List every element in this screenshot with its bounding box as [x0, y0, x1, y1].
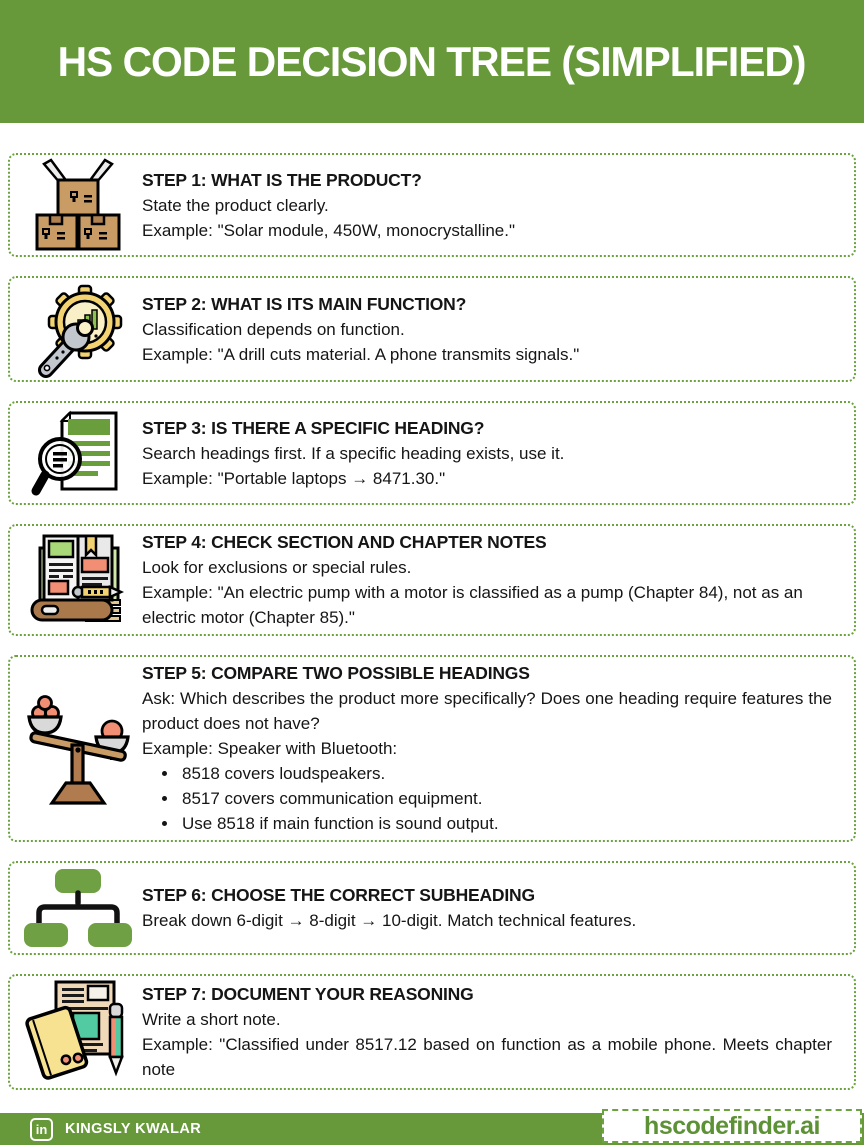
books-icon	[14, 530, 142, 630]
bullet-item: • 8518 covers loudspeakers.	[179, 761, 832, 786]
step-title: STEP 5: COMPARE TWO POSSIBLE HEADINGS	[142, 663, 530, 683]
step-card-4	[8, 524, 856, 636]
step-description: Search headings first. If a specific heading exists, use it.	[142, 443, 565, 463]
step-example: Example: "Solar module, 450W, monocrystalline."	[142, 220, 516, 240]
balance-scale-icon	[14, 674, 142, 824]
flowchart-icon	[14, 867, 142, 949]
header-banner	[0, 0, 864, 123]
step-title: STEP 6: CHOOSE THE CORRECT SUBHEADING	[142, 885, 535, 905]
step-description: Classification depends on function.	[142, 319, 405, 339]
bullet-item: • Use 8518 if main function is sound output.	[179, 811, 832, 836]
step-title: STEP 7: DOCUMENT YOUR REASONING	[142, 984, 474, 1004]
step-example: Example: "An electric pump with a motor is classified as a pump (Chapter 84), not as an electric motor (Chapter 85)."	[142, 583, 803, 627]
step-example: Example: "Portable laptops → 8471.30."	[142, 468, 446, 488]
step-title: STEP 4: CHECK SECTION AND CHAPTER NOTES	[142, 532, 547, 552]
bullet-item: • 8517 covers communication equipment.	[179, 786, 832, 811]
notepad-pencil-icon	[14, 980, 142, 1084]
step-title: STEP 3: IS THERE A SPECIFIC HEADING?	[142, 417, 485, 438]
step-card-6	[8, 861, 856, 955]
step-description: Write a short note.	[142, 1010, 281, 1029]
author-name: KINGSLY KWALAR	[65, 1121, 202, 1137]
step-description: Look for exclusions or special rules.	[142, 558, 412, 577]
step-card-5	[8, 655, 856, 842]
step-card-3	[8, 401, 856, 505]
step-example: Example: "A drill cuts material. A phone transmits signals."	[142, 344, 580, 364]
step-example: Example: Speaker with Bluetooth:	[142, 739, 398, 758]
step-title: STEP 2: WHAT IS ITS MAIN FUNCTION?	[142, 293, 467, 314]
boxes-icon	[14, 159, 142, 251]
footer	[0, 1109, 864, 1145]
step-card-7	[8, 974, 856, 1090]
linkedin-icon: in	[30, 1118, 53, 1141]
step-card-2	[8, 276, 856, 382]
document-magnifier-icon	[14, 407, 142, 499]
gear-wrench-icon	[14, 282, 142, 376]
step-description: State the product clearly.	[142, 195, 329, 215]
step-title: STEP 1: WHAT IS THE PRODUCT?	[142, 169, 422, 190]
brand-box	[602, 1109, 862, 1143]
step-description: Break down 6-digit → 8-digit → 10-digit. Match technical features.	[142, 911, 637, 930]
steps-list	[0, 123, 864, 1109]
step-bullet-list	[142, 761, 832, 836]
step-card-1	[8, 153, 856, 257]
step-example: Example: "Classified under 8517.12 based on function as a mobile phone. Meets chapter note	[142, 1035, 832, 1079]
step-description: Ask: Which describes the product more specifically? Does one heading require features the product does not have?	[142, 689, 832, 733]
brand-name: hscodefinder.ai	[644, 1111, 820, 1140]
page-title: HS CODE DECISION TREE (SIMPLIFIED)	[58, 37, 806, 85]
